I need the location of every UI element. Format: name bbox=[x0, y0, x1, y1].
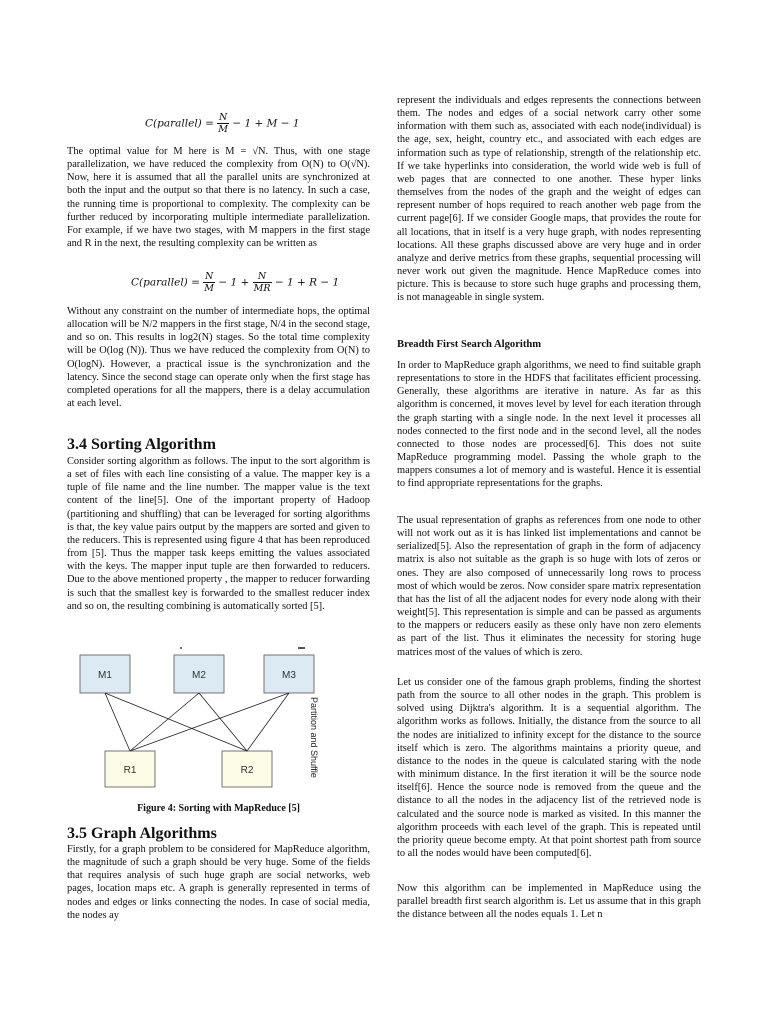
reducer-label-r2: R2 bbox=[240, 765, 254, 776]
figure-caption: Figure 4: Sorting with MapReduce [5] bbox=[137, 803, 300, 814]
heading-bfs: Breadth First Search Algorithm bbox=[397, 339, 542, 350]
paragraph-bfs: In order to MapReduce graph algorithms, we need to find suitable graph representations to store in the HDFS that facilitates efficient processing. Generally, these algorithms are iterative in nature. As far as this algorithm is concerned, it moves level by level for each iteration through the graph starting with a single node. In the next level it processes all nodes connected to the first node and in the second level, all the nodes connected to those nodes are processed[6]. This does not suite MapReduce programming model. Passing the whole graph to the mappers consumes a lot of memory and is wasteful. Hence it is essential to find appropriate representations for the graphs. bbox=[397, 360, 701, 490]
paragraph-graph: Firstly, for a graph problem to be considered for MapReduce algorithm, the magnitude of such a graph should be very huge. Some of the fields that requires analysis of such huge graph are social networks, web pages, location maps etc. A graph is generally represented in terms of nodes and edges or links connecting the nodes. In case of social media, the nodes ay bbox=[67, 844, 370, 921]
paragraph-let-us-consider: Let us consider one of the famous graph problems, finding the shortest path from the source to all other nodes in the graph. This problem is solved using Dijktra's algorithm. It is a sequential algorithm. The algorithm works as follows. Initially, the distance from the source to all the nodes are initialized to infinity except for the distance to the source itself which is zero. The algorithms maintains a priority queue, and distance to the nodes in the queue is calculated staring with the node with minimum distance. In the first iteration it will be the source node itself[6]. Hence the source node is removed from the queue and the distance to all the nodes in the adjacency list of the retrieved node is calculated and the source node is marked as visited. In this manner the algorithm proceeds with each level of the graph. This is repeated until the priority queue become empty. At that point shortest path from source to all the nodes would have been computed[6]. bbox=[397, 677, 701, 860]
paragraph-optimal: The optimal value for M here is M = √N. Thus, with one stage parallelization, we have reduced the complexity from O(N) to O(√N). Now, here it is assumed that all the parallel units are synchronized at both the input and the output so that there is no latency. In such a case, the running time is proportional to complexity. The complexity can be further reduced by incorporating multiple intermediate parallelization. For example, if we have two stages, with M mappers in the first stage and R in the next, the resulting complexity can be written as bbox=[67, 146, 370, 250]
paragraph-usual-representation: The usual representation of graphs as references from one node to other will not work out as it is has linked list implementations and cannot be serialized[5]. Also the representation of graph in the form of adjacency matrix is also not suitable as the graph is so huge with lots of zeros or ones. They are also composed of unnecessarily long rows to process most of which would be zeros. Now consider spare matrix representation that has the list of all the adjacent nodes for every node along with their weight[5]. This representation is simple and can be passed as arguments to the mappers or reducers easily as these only have non zero elements as part of the list. Thus it eliminates the necessity for storing huge matrices most of the values of which is zero. bbox=[397, 515, 701, 658]
heading-graph-algorithms: 3.5 Graph Algorithms bbox=[67, 825, 217, 842]
equation-one: C(parallel) = $\frac{N}{M}$ − 1 + M − 1 bbox=[145, 112, 300, 135]
paragraph-sorting: Consider sorting algorithm as follows. The input to the sort algorithm is a set of files with each line consisting of a value. The mapper key is a tuple of file name and the line number. The mapper value is the text content of the line[5]. One of the important property of Hadoop (partitioning and shuffling) that can be leveraged for sorting algorithms is that, the key value pairs output by the mappers are sorted and given to the reducers. This is represented using figure 4 that has been reproduced from [5]. Thus the mapper task keeps emitting the values associated with the keys. The mapper input tuple are then forwarded to reducers. Due to the above mentioned property , the mapper to reducer forwarding is such that the smallest key is forwarded to the smallest reducer index and so on, the resulting combining is automatically sorted [5]. bbox=[67, 456, 370, 612]
reducer-label-r1: R1 bbox=[123, 765, 137, 776]
mapper-label-m3: M3 bbox=[282, 670, 296, 681]
paragraph-represent: represent the individuals and edges represents the connections between them. The nodes and edges of a social network carry other some information with them such as, associated with each node(individual) is the age, sex, height, country etc., and associated with each edges are information such as type of relationship, strength of the relationship etc. If we take hyperlinks into consideration, the world wide web is full of web pages that are connected to one another. These hyper links themselves from the nodes of the graph and the weight of edges can represent number of hops required to reach another web page from the current page[6]. If we consider Google maps, that provides the route for all locations, that in itself is a very huge graph, with nodes representing locations. All these graphs discussed above are very huge and in order analyze and derive metrics from these graphs, sequential processing will never work out given the magnitude. Hence MapReduce comes into picture. This is because to store such huge graphs and processing them, is not manageable in single system. bbox=[397, 95, 701, 304]
paragraph-now-algorithm: Now this algorithm can be implemented in MapReduce using the parallel breadth first search algorithm is. Let us assume that in this graph the distance between all the nodes equals 1. Let n bbox=[397, 883, 701, 921]
partition-shuffle-label: Partition and Shuffle bbox=[309, 697, 319, 778]
paragraph-without-constraint: Without any constraint on the number of intermediate hops, the optimal allocation will be N/2 mappers in the first stage, N/4 in the second stage, and so on. This results in log2(N) stages. So the total time complexity will be O(log (N)). Thus we have reduced the complexity from O(N) to O(logN). However, a practical issue is the synchronization and the latency. Since the second stage can operate only when the first stage has completed operations for all the mappers, there is a delay accumulation at each level. bbox=[67, 306, 370, 410]
mapper-label-m1: M1 bbox=[98, 670, 112, 681]
equation-two: C(parallel) = $\frac{N}{M}$ − 1 + $\frac{N}{MR}$ − 1 + R − 1 bbox=[131, 271, 340, 294]
mapper-label-m2: M2 bbox=[192, 670, 206, 681]
figure-sorting-mapreduce bbox=[67, 645, 370, 795]
heading-sorting-algorithm: 3.4 Sorting Algorithm bbox=[67, 436, 216, 453]
